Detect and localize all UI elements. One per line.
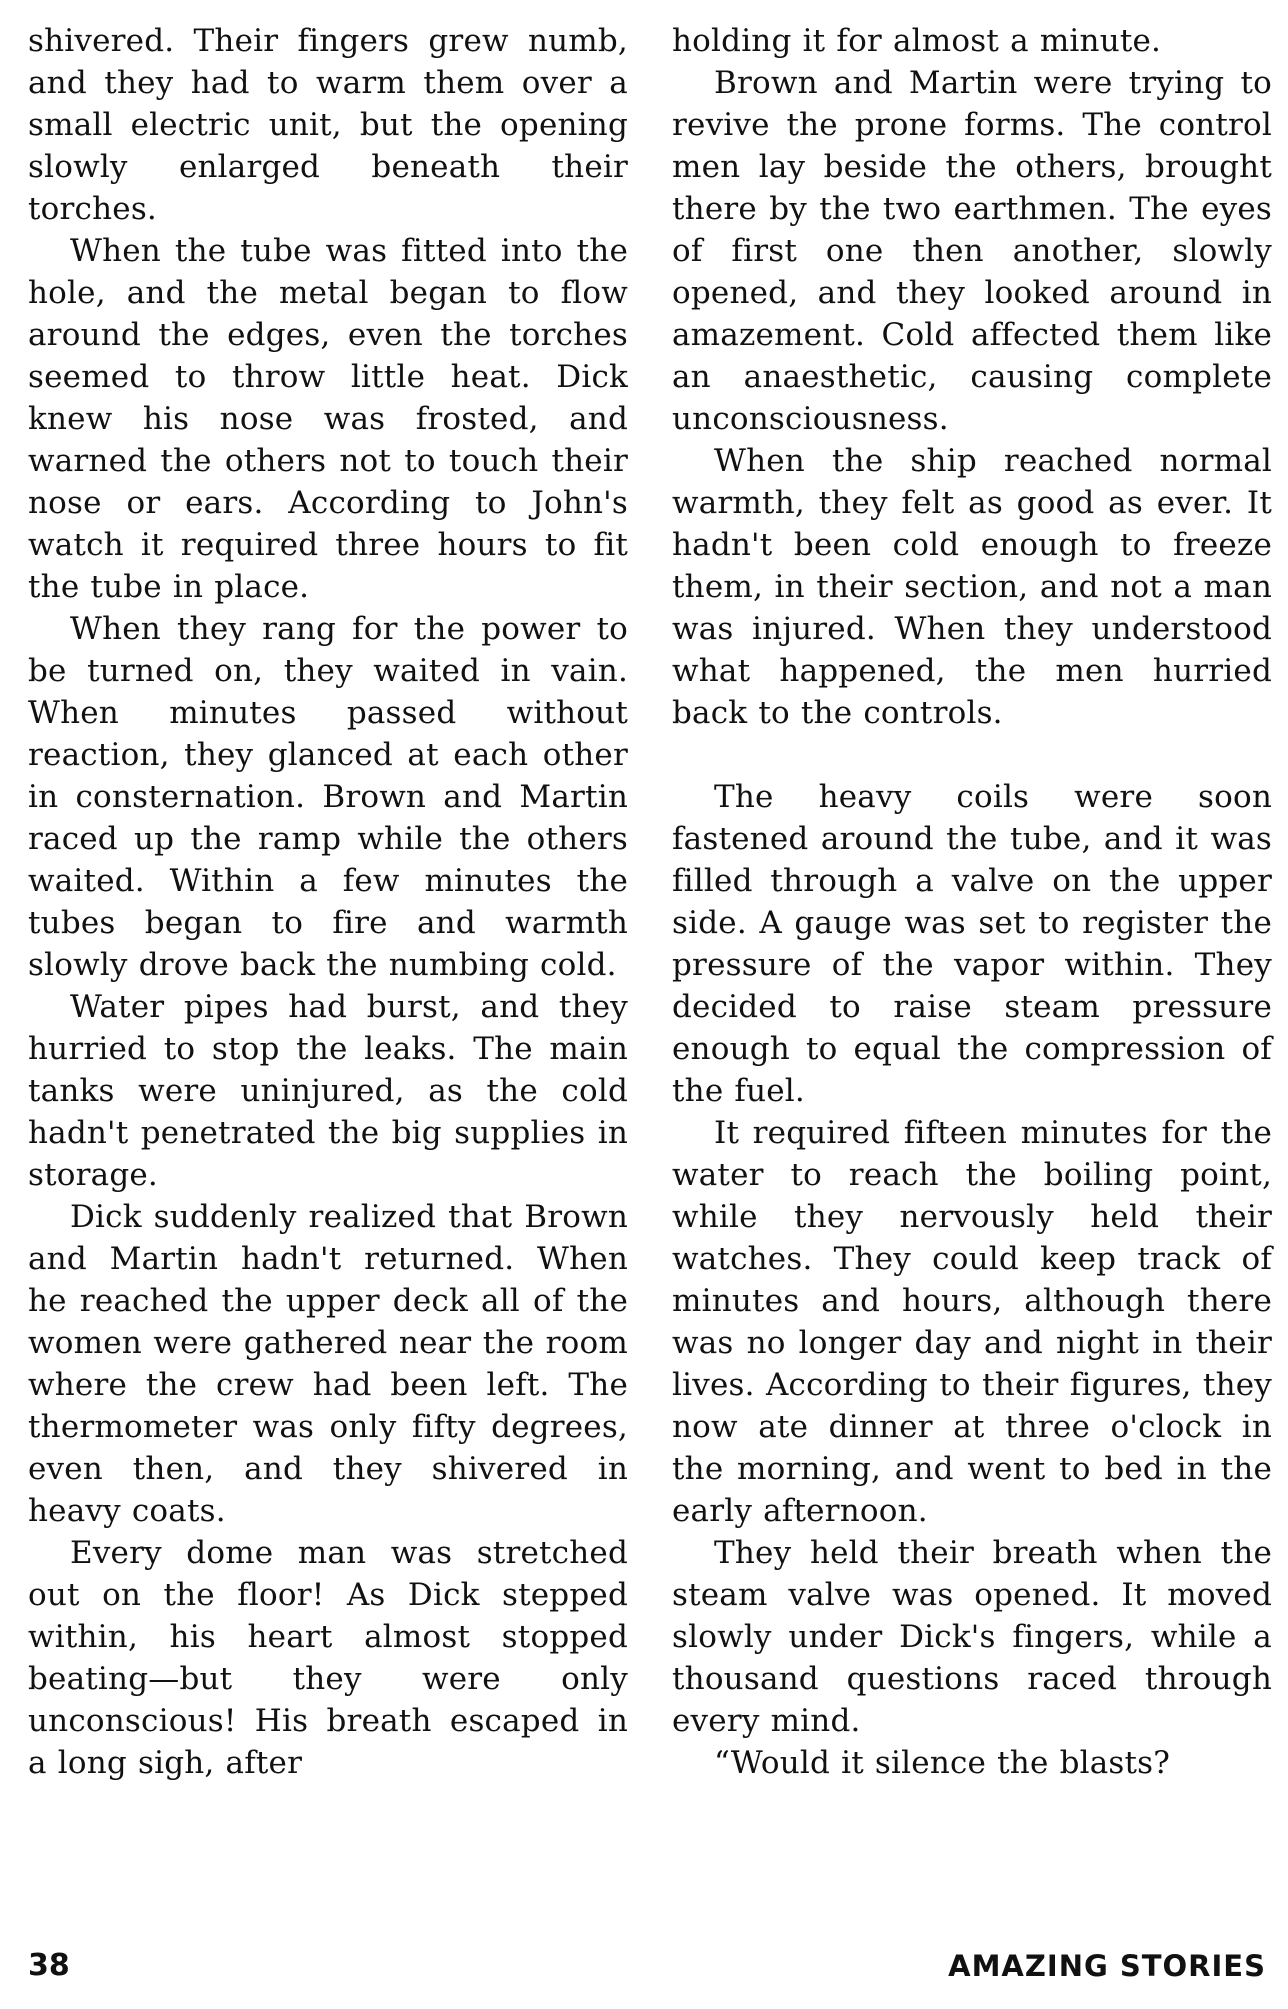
left-column bbox=[28, 20, 628, 1784]
paragraph: When the tube was fitted into the hole, and the metal began to flow around the edges, even the torches seemed to throw little heat. Dick knew his nose was frosted, and warned the others not to touch their nose or ears. According to John's watch it required three hours to fit the tube in place. bbox=[28, 233, 628, 605]
right-column bbox=[672, 20, 1272, 1784]
paragraph-continued: shivered. Their fingers grew numb, and they had to warm them over a small electric unit, but the opening slowly enlarged beneath their torches. bbox=[28, 23, 628, 227]
paragraph: Every dome man was stretched out on the floor! As Dick stepped within, his heart almost stopped beating—but they were only unconscious! His breath escaped in a long sigh, after bbox=[28, 1535, 628, 1781]
paragraph: Dick suddenly realized that Brown and Martin hadn't returned. When he reached the upper deck all of the women were gathered near the room where the crew had been left. The thermometer was only fifty degrees, even then, and they shivered in heavy coats. bbox=[28, 1199, 628, 1529]
section-break bbox=[672, 734, 1272, 776]
paragraph: Brown and Martin were trying to revive the prone forms. The control men lay beside the others, brought there by the two earthmen. The eyes of first one then another, slowly opened, and they looked around in amazement. Cold affected them like an anaesthetic, causing complete unconsciousness. bbox=[672, 65, 1272, 437]
paragraph: They held their breath when the steam valve was opened. It moved slowly under Dick's fingers, while a thousand questions raced through every mind. bbox=[672, 1535, 1272, 1739]
running-title: AMAZING STORIES bbox=[948, 1949, 1266, 1983]
paragraph: It required fifteen minutes for the water to reach the boiling point, while they nervously held their watches. They could keep track of minutes and hours, although there was no longer day and night in their lives. According to their figures, they now ate dinner at three o'clock in the morning, and went to bed in the early afternoon. bbox=[672, 1115, 1272, 1529]
page-footer bbox=[0, 1948, 1288, 1990]
paragraph: “Would it silence the blasts? bbox=[714, 1745, 1171, 1781]
paragraph: The heavy coils were soon fastened around the tube, and it was filled through a valve on the upper side. A gauge was set to register the pressure of the vapor within. They decided to raise steam pressure enough to equal the compression of the fuel. bbox=[672, 779, 1272, 1109]
paragraph: When they rang for the power to be turned on, they waited in vain. When minutes passed without reaction, they glanced at each other in consternation. Brown and Martin raced up the ramp while the others waited. Within a few minutes the tubes began to fire and warmth slowly drove back the numbing cold. bbox=[28, 611, 628, 983]
paragraph: When the ship reached normal warmth, they felt as good as ever. It hadn't been cold enough to freeze them, in their section, and not a man was injured. When they understood what happened, the men hurried back to the controls. bbox=[672, 443, 1272, 731]
page-number: 38 bbox=[28, 1948, 70, 1983]
paragraph-continued: holding it for almost a minute. bbox=[672, 23, 1162, 59]
paragraph: Water pipes had burst, and they hurried to stop the leaks. The main tanks were uninjured, as the cold hadn't penetrated the big supplies in storage. bbox=[28, 989, 628, 1193]
